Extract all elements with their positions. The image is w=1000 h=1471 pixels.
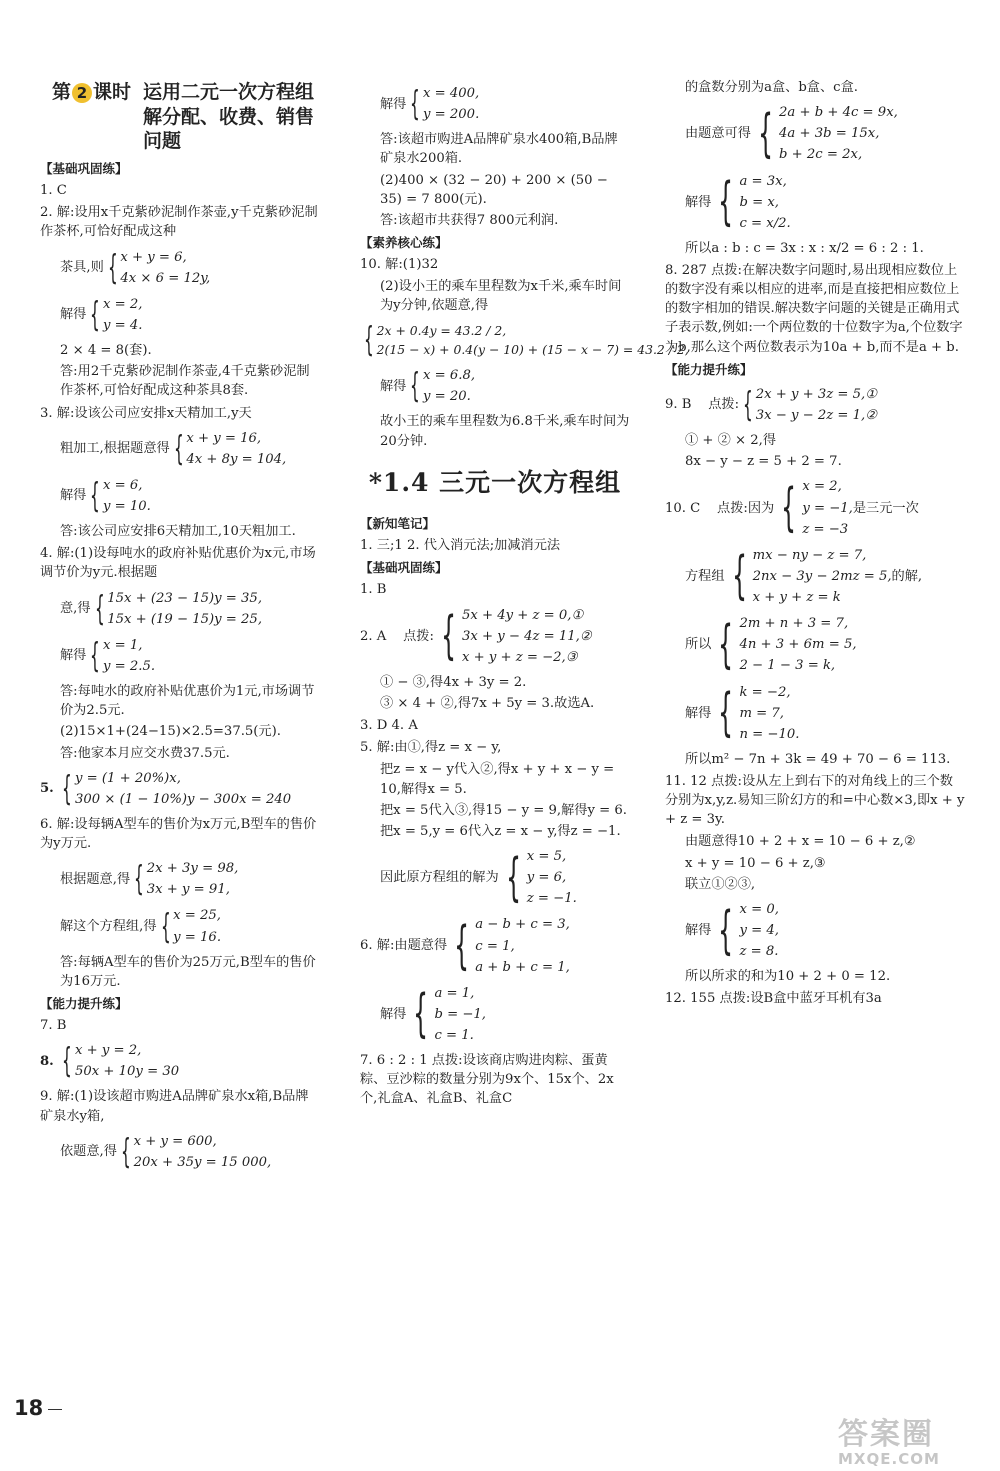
answer-8: 8. { x + y = 2, 50x + 10y = 30	[40, 1041, 180, 1082]
solution-system: 解得 { x = 6.8, y = 20.	[380, 366, 476, 407]
solution-system: 解这个方程组,得 { x = 25, y = 16.	[60, 906, 222, 947]
solution-system: 因此原方程组的解为 { x = 5, y = 6, z = −1.	[380, 847, 577, 908]
solution-system: 解得 { k = −2, m = 7, n = −10.	[685, 683, 800, 744]
answer-10: 10. C 点拨:因为 { x = 2, y = −1, z = −3 是三元一次	[665, 478, 919, 539]
column-right: 的盒数分别为a盒、b盒、c盒. 由题意可得 { 2a + b + 4c = 9x, 4a + 3b = 15x, b + 2c = 2x, 解得 { a = 3x, b = x, c = x/2. 所以a : b : c = 3x : x : x/2 = 6 : 2 : 1. 8. 287 点拨:在解决数字问题时,易出现相应数位上的数字没有乘以相应的进率,而是直接把相应数位上的数字相加的错误.解决数字问题的关键是正确用式子表示数,例如:一个两位数的十位数字为a,个位数字为b,那么这个两位数表示为10a + b,而不是a + b. 【能力提升练】 9. B 点拨: { 2x + y + 3z = 5,① 3x − y − 2z = 1,② ① + ② × 2,得 8x − y − z = 5 + 2 = 7. 10. C 点拨:因为 { x = 2, y = −1, z = −3 是三元一次 方程组 { mx − ny − z = 7, 2nx − 3y − 2mz = 5, x + y + z = k 的解, 所以 { 2m + n + 3 = 7, 4n + 3 + 6m = 5, 2 − 1 − 3 = k, 解得 { k = −2, m = 7, n = −10. 所以m² − 7n + 3k = 49 + 70 − 6 = 113. 11. 12 点拨:设从左上到右下的对角线上的三个数分别为x,y,z.易知三阶幻方的和=中心数×3,即x + y + z = 3y. 由题意得10 + 2 + x = 10 − 6 + z,② x + y = 10 − 6 + z,③ 联立①②③, 解得 { x = 0, y = 4, z = 8. 所以所求的和为10 + 2 + 0 = 12. 12. 155 点拨:设B盒中蓝牙耳机有3a	[665, 78, 965, 1012]
answer-8: 8. 287 点拨:在解决数字问题时,易出现相应数位上的数字没有乘以相应的进率,而是直接把相应数位上的数字相加的错误.解决数字问题的关键是正确用式子表示数,例如:一个两位数的十位数字为a,个位数字为b,那么这个两位数表示为10a + b,而不是a + b.	[665, 263, 963, 355]
answer-2: 2. A 点拨: { 5x + 4y + z = 0,① 3x + y − 4z = 11,② x + y + z = −2,③	[360, 606, 592, 667]
answer-11: 11. 12 点拨:设从左上到右下的对角线上的三个数分别为x,y,z.易知三阶幻方的和=中心数×3,即x + y + z = 3y.	[665, 774, 965, 828]
answer-2: 2. 解:设用x千克紫砂泥制作茶壶,y千克紫砂泥制作茶杯,可恰好配成这种	[40, 205, 318, 240]
equation-system: 茶具,则 { x + y = 6, 4x × 6 = 12y,	[60, 247, 211, 288]
equation-system: 所以 { 2m + n + 3 = 7, 4n + 3 + 6m = 5, 2 − 1 − 3 = k,	[685, 614, 857, 675]
note-answers: 1. 三;1 2. 代入消元法;加减消元法	[360, 538, 561, 554]
equation-system: 由题意可得 { 2a + b + 4c = 9x, 4a + 3b = 15x, b + 2c = 2x,	[685, 103, 898, 164]
solution-system: 解得 { x = 400, y = 200.	[380, 84, 480, 125]
answer-6: 6. 解:设每辆A型车的售价为x万元,B型车的售价为y万元.	[40, 816, 317, 852]
page-number-rule	[48, 1409, 62, 1410]
equation-system: 意,得 { 15x + (23 − 15)y = 35, 15x + (19 − 15)y = 25,	[60, 588, 263, 629]
section-heading: 【新知笔记】	[360, 515, 436, 531]
solution-system: 解得 { x = 0, y = 4, z = 8.	[685, 900, 779, 961]
answer-1: 1. C	[40, 183, 67, 199]
solution-system: 解得 { x = 6, y = 10.	[60, 476, 151, 517]
solution-system: 解得 { x = 2, y = 4.	[60, 294, 143, 335]
solution-system: 解得 { a = 3x, b = x, c = x/2.	[685, 172, 791, 233]
answer-5: 5. { y = (1 + 20%)x, 300 × (1 − 10%)y − 300x = 240	[40, 768, 292, 809]
answer-4: 4. 解:(1)设每吨水的政府补贴优惠价为x元,市场调节价为y元.根据题	[40, 546, 316, 581]
answer-9: 9. B 点拨: { 2x + y + 3z = 5,① 3x − y − 2z = 1,②	[665, 384, 878, 425]
answer-7: 7. 6 : 2 : 1 点拨:设该商店购进肉粽、蛋黄粽、豆沙粽的数量分别为9x个、15x个、2x个,礼盒A、礼盒B、礼盒C	[360, 1053, 614, 1107]
equation-system: 根据题意,得 { 2x + 3y = 98, 3x + y = 91,	[60, 859, 239, 900]
equation-system: 方程组 { mx − ny − z = 7, 2nx − 3y − 2mz = 5, x + y + z = k 的解,	[685, 546, 923, 607]
answer-9: 9. 解:(1)设该超市购进A品牌矿泉水x箱,B品牌矿泉水y箱,	[40, 1089, 309, 1124]
section-heading: 【能力提升练】	[665, 361, 753, 377]
column-left: 第 2 课时 运用二元一次方程组解分配、收费、销售问题 【基础巩固练】 1. C 2. 解:设用x千克紫砂泥制作茶壶,y千克紫砂泥制作茶杯,可恰好配成这种 茶具,则 { x + y = 6, 4x × 6 = 12y, 解得 { x = 2, y = 4. 2 × 4 = 8(套). 答:用2千克紫砂泥制作茶壶,4千克紫砂泥制作茶杯,可恰好配成这种茶具8套. 3. 解:设该公司应安排x天精加工,y天 粗加工,根据题意得 { x + y = 16, 4x + 8y = 104, 解得 { x = 6, y = 10. 答:该公司应安排6天精加工,10天粗加工. 4. 解:(1)设每吨水的政府补贴优惠价为x元,市场调节价为y元.根据题 意,得 { 15x + (23 − 15)y = 35, 15x + (19 − 15)y = 25, 解得 { x = 1, y = 2.5. 答:每吨水的政府补贴优惠价为1元,市场调节价为2.5元. (2)15×1+(24−15)×2.5=37.5(元). 答:他家本月应交水费37.5元. 5. { y = (1 + 20%)x, 300 × (1 − 10%)y − 300x = 240 6. 解:设每辆A型车的售价为x万元,B型车的售价为y万元. 根据题意,得 { 2x + 3y = 98, 3x + y = 91, 解这个方程组,得 { x = 25, y = 16. 答:每辆A型车的售价为25万元,B型车的售价为16万元. 【能力提升练】 7. B 8. { x + y = 2, 50x + 10y = 30 9. 解:(1)设该超市购进A品牌矿泉水x箱,B品牌矿泉水y箱, 依题意,得 { x + y = 600, 20x + 35y = 15 000,	[40, 78, 320, 1178]
answer-10: 10. 解:(1)32	[360, 257, 439, 273]
equation-system: { 2x + 0.4y = 43.2 / 2, 2(15 − x) + 0.4(y − 10) + (15 − x − 7) = 43.2 / 2,	[363, 320, 689, 361]
solution-system: 解得 { a = 1, b = −1, c = 1.	[380, 984, 486, 1045]
equation-system: 依题意,得 { x + y = 600, 20x + 35y = 15 000,	[60, 1131, 272, 1172]
watermark: 答案圈 MXQE.COM	[838, 1417, 940, 1468]
answer-6: 6. 解:由题意得 { a − b + c = 3, c = 1, a + b + c = 1,	[360, 916, 570, 977]
answer-1: 1. B	[360, 582, 387, 598]
column-middle: 解得 { x = 400, y = 200. 答:该超市购进A品牌矿泉水400箱,B品牌矿泉水200箱. (2)400 × (32 − 20) + 200 × (50 − 35) = 7 800(元). 答:该超市共获得7 800元利润. 【素养核心练】 10. 解:(1)32 (2)设小王的乘车里程数为x千米,乘车时间为y分钟,依题意,得 { 2x + 0.4y = 43.2 / 2, 2(15 − x) + 0.4(y − 10) + (15 − x − 7) = 43.2 / 2, 解得 { x = 6.8, y = 20. 故小王的乘车里程数为6.8千米,乘车时间为20分钟. *1.4 三元一次方程组 【新知笔记】 1. 三;1 2. 代入消元法;加减消元法 【基础巩固练】 1. B 2. A 点拨: { 5x + 4y + z = 0,① 3x + y − 4z = 11,② x + y + z = −2,③ ① − ③,得4x + 3y = 2. ③ × 4 + ②,得7x + 5y = 3.故选A. 3. D 4. A 5. 解:由①,得z = x − y, 把z = x − y代入②,得x + y + x − y = 10,解得x = 5. 把x = 5代入③,得15 − y = 9,解得y = 6. 把x = 5,y = 6代入z = x − y,得z = −1. 因此原方程组的解为 { x = 5, y = 6, z = −1. 6. 解:由题意得 { a − b + c = 3, c = 1, a + b + c = 1, 解得 { a = 1, b = −1, c = 1. 7. 6 : 2 : 1 点拨:设该商店购进肉粽、蛋黄粽、豆沙粽的数量分别为9x个、15x个、2x个,礼盒A、礼盒B、礼盒C	[360, 78, 630, 1112]
section-heading: 【基础巩固练】	[360, 560, 448, 576]
lesson-title: 第 2 课时 运用二元一次方程组解分配、收费、销售问题	[52, 81, 315, 153]
page-number: 18	[14, 1396, 44, 1420]
lesson-number-badge: 2	[72, 83, 92, 103]
answer-3-4: 3. D 4. A	[360, 718, 418, 734]
section-heading: 【基础巩固练】	[40, 161, 128, 177]
section-heading: 【素养核心练】	[360, 234, 448, 250]
answer-5: 5. 解:由①,得z = x − y,	[360, 740, 502, 756]
solution-system: 解得 { x = 1, y = 2.5.	[60, 635, 156, 676]
section-title: *1.4 三元一次方程组	[368, 467, 622, 497]
equation-system: 粗加工,根据题意得 { x + y = 16, 4x + 8y = 104,	[60, 428, 287, 469]
section-heading: 【能力提升练】	[40, 995, 128, 1011]
answer-7: 7. B	[40, 1018, 67, 1034]
answer-12: 12. 155 点拨:设B盒中蓝牙耳机有3a	[665, 991, 882, 1007]
answer-3: 3. 解:设该公司应安排x天精加工,y天	[40, 405, 252, 421]
